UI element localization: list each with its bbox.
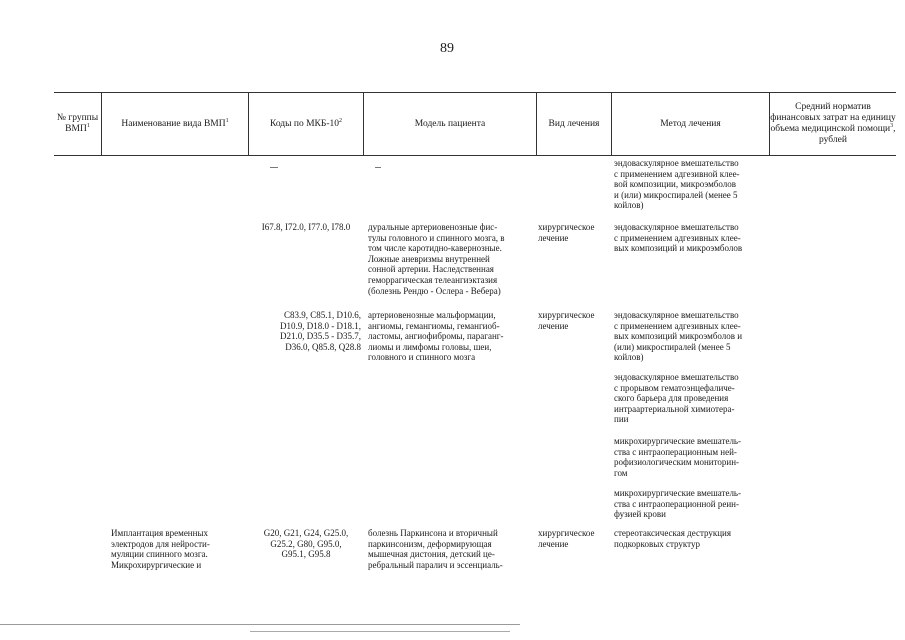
scan-artifact <box>270 167 278 168</box>
row3-method-1: эндоваскулярное вмешательство с применением адгезивных клее- вых композиций микроэмболов и (или) микроспиралей (менее 5 койлов) <box>614 310 743 363</box>
row4-icd-codes: G20, G21, G24, G25.0, G25.2, G80, G95.0, G95.1, G95.8 <box>263 528 349 560</box>
row1-method: эндоваскулярное вмешательство с применением адгезивной клее- вой композиции, микроэмболов и (или) микроспиралей (менее 5 койлов) <box>614 158 740 211</box>
header-treatment-type: Вид лечения <box>548 118 600 129</box>
header-icd-codes: Коды по МКБ-$10^2$ <box>269 117 343 129</box>
row2-icd-codes: I67.8, I72.0, I77.0, I78.0 <box>261 222 351 232</box>
header-patient-model: Модель пациента <box>414 118 486 129</box>
row3-icd-codes: C83.9, C85.1, D10.6, D10.9, D18.0 - D18.1, D21.0, D35.5 - D35.7, D36.0, Q85.8, Q28.8 <box>280 310 361 352</box>
row2-treatment-type: хирургическое лечение <box>538 222 595 243</box>
row3-method-3: микрохирургические вмешатель- ства с интраоперационным ней- рофизиологическим мониторин- гом <box>614 436 742 478</box>
scan-artifact <box>375 167 381 168</box>
row3-treatment-type: хирургическое лечение <box>538 310 595 331</box>
row3-method-2: эндоваскулярное вмешательство с прорывом гематоэнцефаличе- ского барьера для проведения интраартериальной химиотера- пии <box>614 372 739 425</box>
row4-method: стереотаксическая деструкция подкорковых структур <box>614 528 732 549</box>
header-group-number: № группы ВМП$^1$ <box>56 113 99 134</box>
page-number: 89 <box>440 41 454 56</box>
header-financial-norm: Средний норматив финансовых затрат на единицу объема медицинской помощи$^3$, рублей <box>770 102 896 145</box>
row2-method: эндоваскулярное вмешательство с применением адгезивных клее- вых композиций и микроэмболов <box>614 222 743 254</box>
header-bottom-border <box>54 155 896 156</box>
scan-bottom-edge <box>0 624 520 625</box>
row4-treatment-type: хирургическое лечение <box>538 528 595 549</box>
row2-patient-model: дуральные артериовенозные фис- тулы головного и спинного мозга, в том числе каротидно-кавернозные. Ложные аневризмы внутренней сонной артерии. Наследственная геморрагическая телеангиэктазия (болезнь Рендю - Ослера - Вебера) <box>368 222 505 296</box>
header-vmp-name: Наименование вида ВМП$^1$ <box>121 117 229 129</box>
row3-method-4: микрохирургические вмешатель- ства с интраоперационной реин- фузией крови <box>614 488 742 520</box>
row4-vmp-name: Имплантация временных электродов для нейрости- муляции спинного мозга. Микрохирургические и <box>111 528 210 570</box>
row4-patient-model: болезнь Паркинсона и вторичный паркинсонизм, деформирующая мышечная дистония, детский це- ребральный паралич и эссенциаль- <box>368 528 503 570</box>
row3-patient-model: артериовенозные мальформации, ангиомы, гемангиомы, гемангиоб- ластомы, ангиофибромы, параганг- лиомы и лимфомы головы, шеи, головного и спинного мозга <box>368 310 504 363</box>
scan-bottom-edge <box>250 631 510 632</box>
header-treatment-method: Метод лечения <box>660 118 721 129</box>
